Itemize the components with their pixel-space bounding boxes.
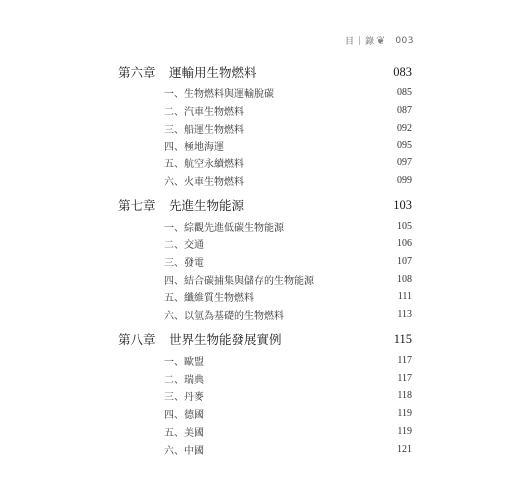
toc-entry[interactable] (164, 423, 412, 439)
toc-entry[interactable] (164, 137, 412, 153)
toc-entry[interactable] (164, 235, 412, 251)
toc-entry-page: 117 (397, 372, 412, 384)
leaf-ornament-icon: ❦ (376, 34, 386, 47)
toc-entry[interactable] (164, 271, 412, 287)
header-section-label-2: 錄 (365, 37, 375, 47)
toc-entry[interactable] (164, 102, 412, 118)
toc-entry-label: 一、綜觀先進低碳生物能源 (164, 222, 284, 234)
chapter-heading[interactable] (118, 329, 412, 349)
toc-entry-label: 五、美國 (164, 427, 204, 439)
toc-entry-page: 105 (397, 220, 412, 232)
toc-entry-page: 099 (397, 174, 412, 186)
toc-entry-label: 六、火車生物燃料 (164, 176, 244, 188)
chapter-number: 第七章 (118, 198, 156, 213)
header-page-number: 003 (395, 35, 414, 46)
chapter-heading[interactable] (118, 62, 412, 82)
toc-entry-label: 二、交通 (164, 239, 204, 251)
toc-entry-label: 三、丹麥 (164, 391, 204, 403)
toc-entry[interactable] (164, 306, 412, 322)
toc-entry[interactable] (164, 352, 412, 368)
chapter-page: 103 (393, 197, 412, 212)
toc-entry-page: 117 (397, 354, 412, 366)
toc-entry[interactable] (164, 172, 412, 188)
toc-entry[interactable] (164, 253, 412, 269)
toc-entry[interactable] (164, 218, 412, 234)
running-header (345, 34, 414, 47)
toc-entry[interactable] (164, 120, 412, 136)
chapter-page: 083 (393, 64, 412, 79)
toc-entry-page: 097 (397, 156, 412, 168)
header-section-label: 目 (345, 37, 355, 47)
toc-entry-page: 106 (397, 237, 412, 249)
chapter-title: 先進生物能源 (169, 198, 245, 213)
toc-entry-label: 四、結合碳捕集與儲存的生物能源 (164, 275, 314, 287)
toc-entry[interactable] (164, 405, 412, 421)
toc-entry-page: 111 (397, 290, 412, 302)
chapter-number: 第八章 (118, 332, 156, 347)
toc-entry-page: 087 (397, 104, 412, 116)
toc-entry-page: 118 (397, 389, 412, 401)
toc-entry-label: 二、汽車生物燃料 (164, 106, 244, 118)
toc-entry-page: 113 (397, 308, 412, 320)
toc-entry-label: 六、中國 (164, 445, 204, 457)
toc-entry[interactable] (164, 288, 412, 304)
toc-entry-label: 五、纖維質生物燃料 (164, 292, 254, 304)
toc-entry[interactable] (164, 370, 412, 386)
toc-entry[interactable] (164, 441, 412, 457)
header-separator: | (358, 35, 362, 46)
toc-entry-label: 五、航空永續燃料 (164, 158, 244, 170)
toc-entry-label: 二、瑞典 (164, 374, 204, 386)
toc-entry-page: 119 (397, 407, 412, 419)
toc-entry[interactable] (164, 387, 412, 403)
toc-entry-page: 107 (397, 255, 412, 267)
toc-entry-page: 095 (397, 139, 412, 151)
chapter-title: 世界生物能發展實例 (169, 332, 282, 347)
toc-entry-label: 一、生物燃料與運輸脫碳 (164, 88, 274, 100)
chapter-page: 115 (393, 331, 412, 346)
toc-entry-label: 三、船運生物燃料 (164, 124, 244, 136)
toc-entry-page: 108 (397, 273, 412, 285)
toc-entry-page: 121 (397, 443, 412, 455)
chapter-number: 第六章 (118, 65, 156, 80)
toc-entry-label: 六、以氫為基礎的生物燃料 (164, 310, 284, 322)
toc-entry-label: 一、歐盟 (164, 356, 204, 368)
chapter-title: 運輸用生物燃料 (169, 65, 257, 80)
toc-entry-page: 085 (397, 86, 412, 98)
toc-entry-label: 三、發電 (164, 257, 204, 269)
toc-entry[interactable] (164, 84, 412, 100)
toc-entry-label: 四、德國 (164, 409, 204, 421)
toc-entry-page: 092 (397, 122, 412, 134)
chapter-heading[interactable] (118, 195, 412, 215)
toc-entry-label: 四、極地海運 (164, 141, 224, 153)
toc-entry-page: 119 (397, 425, 412, 437)
toc-entry[interactable] (164, 154, 412, 170)
